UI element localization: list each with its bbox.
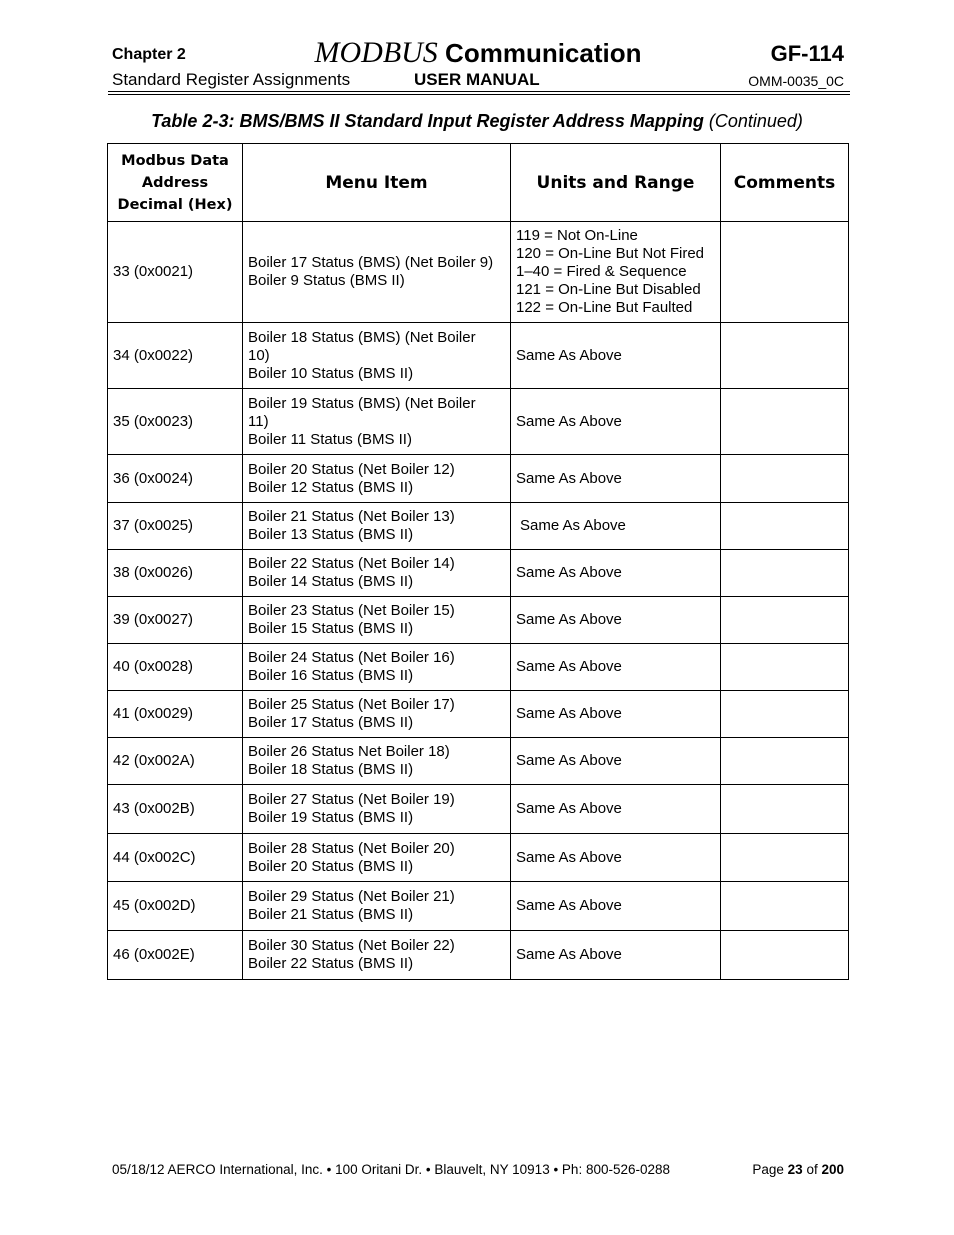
units-line: 120 = On-Line But Not Fired [516,245,705,262]
cell-address: 42 (0x002A) [108,738,243,785]
cell-comments [721,691,849,738]
units-line: 121 = On-Line But Disabled [516,281,701,298]
cell-menu-item [243,691,511,738]
header-menu-item: Menu Item [243,144,511,222]
cell-menu-item [243,222,511,323]
cell-units: Same As Above [511,550,721,597]
cell-menu-item [243,644,511,691]
cell-address: 38 (0x0026) [108,550,243,597]
header-rule [108,91,850,92]
omm-number: OMM-0035_0C [748,73,844,89]
table-row [108,222,849,323]
cell-comments [721,644,849,691]
table-row [108,785,849,834]
document-title [108,36,848,70]
cell-menu-item [243,882,511,931]
cell-comments [721,222,849,323]
menu-line: Boiler 20 Status (BMS II) [248,857,414,875]
section-name: Standard Register Assignments [112,70,351,89]
table-row [108,834,849,882]
cell-address: 41 (0x0029) [108,691,243,738]
cell-address: 39 (0x0027) [108,597,243,644]
doc-id: GF-114 [770,41,844,66]
table-row [108,389,849,455]
menu-line: Boiler 26 Status Net Boiler 18) [248,743,450,760]
cell-units: Same As Above [511,834,721,882]
page-header [108,36,848,94]
cell-menu-item [243,389,511,455]
cell-comments [721,882,849,931]
header-address-line1: Modbus Data [121,152,229,169]
menu-line: Boiler 13 Status (BMS II) [248,526,414,543]
header-rule-thin [108,94,850,95]
menu-line: Boiler 22 Status (Net Boiler 14) [248,555,455,572]
cell-menu-item [243,597,511,644]
register-table [107,143,849,980]
table-row [108,597,849,644]
menu-line: Boiler 14 Status (BMS II) [248,573,414,590]
cell-menu-item [243,834,511,882]
header-address [108,144,243,222]
table-row [108,455,849,503]
menu-line: Boiler 29 Status (Net Boiler 21) [248,888,455,905]
menu-line: Boiler 15 Status (BMS II) [248,620,414,637]
table-row [108,503,849,550]
cell-comments [721,834,849,882]
units-line: 1–40 = Fired & Sequence [516,263,687,280]
footer-page-number [752,1162,844,1177]
menu-line: Boiler 16 Status (BMS II) [248,667,414,684]
cell-menu-item [243,931,511,980]
header-address-line3: Decimal (Hex) [117,196,233,213]
cell-units: Same As Above [511,455,721,503]
page-prefix: Page [752,1162,784,1177]
cell-address: 45 (0x002D) [108,882,243,931]
table-row [108,691,849,738]
menu-line: 10) [248,346,270,364]
cell-address: 44 (0x002C) [108,834,243,882]
header-comments: Comments [721,144,849,222]
cell-address: 36 (0x0024) [108,455,243,503]
cell-menu-item [243,323,511,389]
menu-line: Boiler 17 Status (BMS) (Net Boiler 9) [248,254,494,271]
units-line: 119 = Not On-Line [516,227,638,244]
menu-line: Boiler 18 Status (BMS II) [248,761,414,778]
cell-address: 33 (0x0021) [108,222,243,323]
cell-units [511,222,721,323]
caption-suffix: (Continued) [708,111,803,131]
cell-units: Same As Above [511,785,721,834]
cell-units: Same As Above [511,691,721,738]
cell-comments [721,550,849,597]
cell-comments [721,931,849,980]
menu-line: Boiler 22 Status (BMS II) [248,955,414,972]
menu-line: Boiler 28 Status (Net Boiler 20) [248,839,455,857]
manual-label: USER MANUAL [414,70,540,89]
menu-line: Boiler 11 Status (BMS II) [248,430,412,448]
cell-comments [721,738,849,785]
menu-line: Boiler 19 Status (BMS) (Net Boiler [248,394,476,412]
cell-address: 40 (0x0028) [108,644,243,691]
menu-line: Boiler 27 Status (Net Boiler 19) [248,791,455,808]
footer-company-info: 05/18/12 AERCO International, Inc. • 100 Oritani Dr. • Blauvelt, NY 10913 • Ph: 800-526-0288 [112,1162,671,1177]
cell-address: 37 (0x0025) [108,503,243,550]
chapter-label: Chapter 2 [112,46,186,63]
cell-units: Same As Above [511,882,721,931]
cell-comments [721,785,849,834]
cell-menu-item [243,785,511,834]
cell-units: Same As Above [511,644,721,691]
cell-units: Same As Above [511,389,721,455]
table-row [108,738,849,785]
page-of: of [806,1162,818,1177]
menu-line: Boiler 25 Status (Net Boiler 17) [248,696,455,713]
cell-comments [721,323,849,389]
table-row [108,323,849,389]
menu-line: Boiler 21 Status (Net Boiler 13) [248,508,455,525]
table-row [108,882,849,931]
cell-menu-item [243,738,511,785]
cell-units: Same As Above [511,738,721,785]
cell-address: 35 (0x0023) [108,389,243,455]
menu-line: Boiler 17 Status (BMS II) [248,714,414,731]
menu-line: Boiler 20 Status (Net Boiler 12) [248,460,455,478]
table-row [108,931,849,980]
table-caption [0,111,954,132]
cell-comments [721,503,849,550]
menu-line: Boiler 21 Status (BMS II) [248,906,414,923]
menu-line: Boiler 30 Status (Net Boiler 22) [248,937,455,954]
page-total: 200 [821,1162,844,1177]
cell-address: 43 (0x002B) [108,785,243,834]
menu-line: 11) [248,412,269,430]
header-address-line2: Address [141,174,209,191]
cell-menu-item [243,503,511,550]
units-line: 122 = On-Line But Faulted [516,299,693,316]
cell-units: Same As Above [511,323,721,389]
cell-comments [721,389,849,455]
caption-main: Table 2-3: BMS/BMS II Standard Input Register Address Mapping [151,111,704,131]
cell-comments [721,597,849,644]
cell-units: Same As Above [511,597,721,644]
menu-line: Boiler 9 Status (BMS II) [248,272,405,289]
cell-comments [721,455,849,503]
menu-line: Boiler 18 Status (BMS) (Net Boiler [248,328,476,346]
menu-line: Boiler 24 Status (Net Boiler 16) [248,649,455,666]
cell-address: 46 (0x002E) [108,931,243,980]
table-row [108,644,849,691]
title-modbus: MODBUS [314,36,438,69]
table-header-row [108,144,849,222]
cell-address: 34 (0x0022) [108,323,243,389]
cell-units: Same As Above [511,503,721,550]
menu-line: Boiler 12 Status (BMS II) [248,478,414,496]
cell-menu-item [243,550,511,597]
menu-line: Boiler 23 Status (Net Boiler 15) [248,602,455,619]
cell-units: Same As Above [511,931,721,980]
table-row [108,550,849,597]
menu-line: Boiler 10 Status (BMS II) [248,364,414,382]
header-units-range: Units and Range [511,144,721,222]
page-current: 23 [787,1162,803,1177]
title-communication: Communication [445,38,642,68]
cell-menu-item [243,455,511,503]
menu-line: Boiler 19 Status (BMS II) [248,809,414,826]
